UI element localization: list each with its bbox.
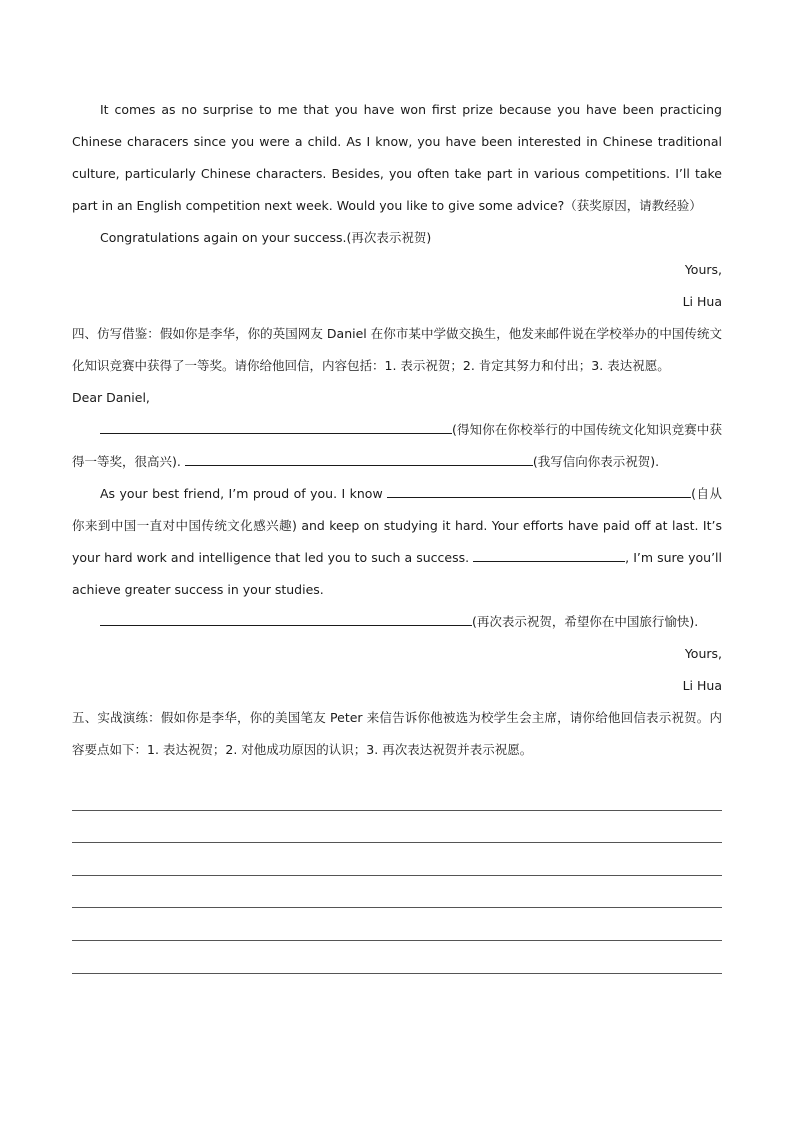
- writing-line[interactable]: [72, 843, 722, 876]
- text-know: As your best friend, I’m proud of you. I know: [100, 486, 383, 501]
- writing-line[interactable]: [72, 941, 722, 974]
- sample-paragraph-1: It comes as no surprise to me that you have won first prize because you have been practicing Chinese characers since you were a child. As I know, you have been interested in Chinese traditional culture, particularly Chinese characters. Besides, you often take part in various competitions. I’ll take part in an English competition next week. Would you like to give some advice?（获奖原因，请教经验）: [72, 102, 722, 213]
- section4-signature: Li Hua: [682, 678, 722, 693]
- section4-closing: Yours,: [684, 646, 722, 661]
- section4-paragraph-3: [72, 606, 722, 638]
- text-after-hint3: and keep on studying it hard. Your efforts have paid off at last. It’s your hard work and intelligence that led you to such a success.: [72, 518, 722, 565]
- answer-blank-4[interactable]: [473, 547, 625, 562]
- sample-closing: Yours,: [684, 262, 722, 277]
- answer-blank-1[interactable]: [100, 419, 452, 434]
- answer-blank-2[interactable]: [185, 451, 533, 466]
- writing-line[interactable]: [72, 778, 722, 811]
- section4-paragraph-1: [72, 414, 722, 478]
- answer-blank-3[interactable]: [387, 483, 691, 498]
- section4-salutation: Dear Daniel,: [72, 390, 150, 405]
- writing-area[interactable]: [72, 778, 722, 974]
- text-after-short: , I’m sure you’ll achieve greater success in your studies.: [72, 550, 723, 597]
- section5-prompt: 五、实战演练：假如你是李华，你的美国笔友 Peter 来信告诉你他被选为校学生会主席，请你给他回信表示祝贺。内容要点如下：1. 表达祝贺；2. 对他成功原因的认识；3. 再次表达祝贺并表示祝愿。: [72, 710, 722, 757]
- sample-signature: Li Hua: [682, 294, 722, 309]
- hint-3: (自从你来到中国一直对中国传统文化感兴趣): [72, 486, 722, 533]
- hint-2: (我写信向你表示祝贺).: [532, 454, 660, 469]
- writing-line[interactable]: [72, 811, 722, 844]
- section4-prompt: 四、仿写借鉴：假如你是李华，你的英国网友 Daniel 在你市某中学做交换生，他发来邮件说在学校举办的中国传统文化知识竞赛中获得了一等奖。请你给他回信，内容包括：1. 表示祝贺；2. 肯定其努力和付出；3. 表达祝愿。: [72, 326, 722, 373]
- writing-line[interactable]: [72, 876, 722, 909]
- hint-4: (再次表示祝贺，希望你在中国旅行愉快).: [472, 614, 699, 629]
- hint-1: (得知你在你校举行的中国传统文化知识竞赛中获得一等奖，很高兴).: [72, 422, 722, 469]
- answer-blank-5[interactable]: [100, 611, 472, 626]
- worksheet-page: [72, 94, 722, 974]
- writing-line[interactable]: [72, 908, 722, 941]
- sample-paragraph-2: Congratulations again on your success.(再次表示祝贺): [100, 230, 432, 245]
- section4-paragraph-2: [72, 478, 722, 606]
